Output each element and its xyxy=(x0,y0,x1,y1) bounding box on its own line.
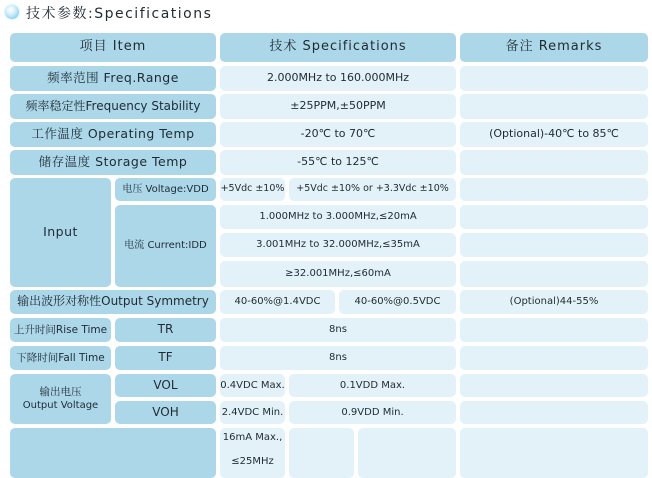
remark-input-current-3 xyxy=(460,261,648,287)
row-label-freq-stability: 频率稳定性Frequency Stability xyxy=(10,94,216,119)
rise-time-spec: 8ns xyxy=(220,318,456,342)
row-label-output-voltage xyxy=(10,374,111,424)
next-spec-a xyxy=(220,428,285,478)
spec-freq-stability: ±25PPM,±50PPM xyxy=(220,94,456,119)
remark-fall-time xyxy=(460,346,648,370)
input-current-label: 电流 Current:IDD xyxy=(115,205,216,287)
remark-storage-temp xyxy=(460,150,648,175)
row-label-fall-time: 下降时间Fall Time xyxy=(10,346,111,370)
symmetry-spec-a: 40-60%@1.4VDC xyxy=(220,290,335,314)
input-voltage-label: 电压 Voltage:VDD xyxy=(115,178,216,201)
remark-input-current-2 xyxy=(460,233,648,257)
row-label-operating-temp: 工作温度 Operating Temp xyxy=(10,122,216,147)
remark-rise-time xyxy=(460,318,648,342)
spec-operating-temp: -20℃ to 70℃ xyxy=(220,122,456,147)
output-voltage-label-en: Output Voltage xyxy=(22,400,99,412)
header-item: 项目 Item xyxy=(10,33,216,62)
remark-freq-range xyxy=(460,66,648,91)
section-heading: 技术参数:Specifications xyxy=(26,6,213,22)
next-spec-c xyxy=(358,428,456,478)
next-spec-b xyxy=(289,428,354,478)
remark-next xyxy=(460,428,648,478)
fall-time-spec: 8ns xyxy=(220,346,456,370)
input-current-1: 1.000MHz to 3.000MHz,≤20mA xyxy=(220,205,456,229)
spec-freq-range: 2.000MHz to 160.000MHz xyxy=(220,66,456,91)
section-title xyxy=(0,0,652,24)
input-current-3: ≥32.001MHz,≤60mA xyxy=(220,261,456,287)
next-line-1: 16mA Max., xyxy=(222,432,283,443)
vol-param: VOL xyxy=(115,374,216,397)
input-voltage-a: +5Vdc ±10% xyxy=(220,178,285,201)
vol-spec-b: 0.1VDD Max. xyxy=(289,374,456,397)
input-current-2: 3.001MHz to 32.000MHz,≤35mA xyxy=(220,233,456,257)
row-label-storage-temp: 储存温度 Storage Temp xyxy=(10,150,216,175)
output-voltage-label-cn: 输出电压 xyxy=(39,386,82,399)
header-remarks: 备注 Remarks xyxy=(460,33,648,62)
row-label-output-symmetry: 输出波形对称性Output Symmetry xyxy=(10,290,216,314)
row-label-freq-range: 频率范围 Freq.Range xyxy=(10,66,216,91)
spec-storage-temp: -55℃ to 125℃ xyxy=(220,150,456,175)
voh-param: VOH xyxy=(115,401,216,424)
remark-vol xyxy=(460,374,648,397)
fall-time-param: TF xyxy=(115,346,216,370)
rise-time-param: TR xyxy=(115,318,216,342)
bullet-icon xyxy=(5,5,19,19)
input-voltage-b: +5Vdc ±10% or +3.3Vdc ±10% xyxy=(289,178,456,201)
vol-spec-a: 0.4VDC Max. xyxy=(220,374,285,397)
header-specifications: 技术 Specifications xyxy=(220,33,456,62)
row-label-next xyxy=(10,428,216,478)
next-line-2: ≤25MHz xyxy=(231,455,274,467)
row-label-rise-time: 上升时间Rise Time xyxy=(10,318,111,342)
row-label-input: Input xyxy=(10,178,111,287)
remark-operating-temp: (Optional)-40℃ to 85℃ xyxy=(460,122,648,147)
remark-output-symmetry: (Optional)44-55% xyxy=(460,290,648,314)
symmetry-spec-b: 40-60%@0.5VDC xyxy=(339,290,456,314)
remark-freq-stability xyxy=(460,94,648,119)
voh-spec-b: 0.9VDD Min. xyxy=(289,401,456,424)
remark-input-current-1 xyxy=(460,205,648,229)
remark-voh xyxy=(460,401,648,424)
remark-input-voltage xyxy=(460,178,648,201)
voh-spec-a: 2.4VDC Min. xyxy=(220,401,285,424)
